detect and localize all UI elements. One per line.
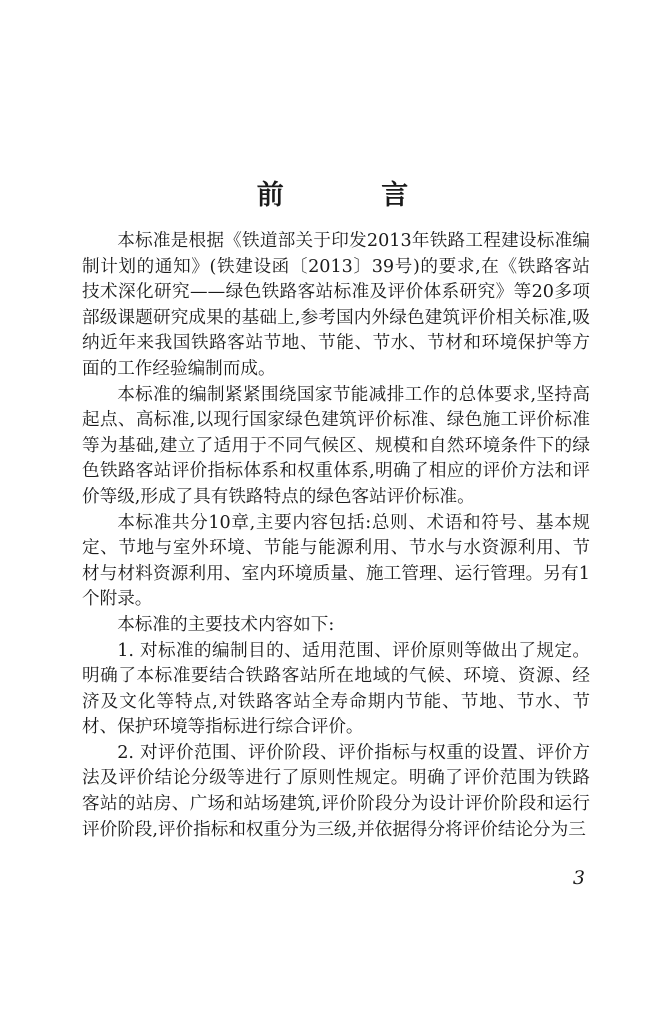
body-text: [82, 229, 590, 843]
paragraph: 本标准的主要技术内容如下:: [117, 614, 335, 635]
paragraph: 本标准的编制紧紧围绕国家节能减排工作的总体要求,坚持高起点、高标准,以现行国家绿色建筑评价标准、绿色施工评价标准等为基础,建立了适用于不同气候区、规模和自然环境条件下的绿色铁路客站评价指标体系和权重体系,明确了相应的评价方法和评价等级,形成了具有铁路特点的绿色客站评价标准。: [82, 384, 590, 507]
paragraph: 本标准共分10章,主要内容包括:总则、术语和符号、基本规定、节地与室外环境、节能与能源利用、节水与水资源利用、节材与材料资源利用、室内环境质量、施工管理、运行管理。另有1个附录。: [82, 512, 590, 610]
paragraph: 1. 对标准的编制目的、适用范围、评价原则等做出了规定。明确了本标准要结合铁路客站所在地域的气候、环境、资源、经济及文化等特点,对铁路客站全寿命期内节能、节地、节水、节材、保护环境等指标进行综合评价。: [82, 640, 590, 738]
paragraph: 2. 对评价范围、评价阶段、评价指标与权重的设置、评价方法及评价结论分级等进行了原则性规定。明确了评价范围为铁路客站的站房、广场和站场建筑,评价阶段分为设计评价阶段和运行评价阶段,评价指标和权重分为三级,并依据得分将评价结论分为三: [82, 742, 590, 840]
page-number: 3: [572, 867, 585, 889]
page-title: 前 言: [256, 180, 453, 211]
paragraph: 本标准是根据《铁道部关于印发2013年铁路工程建设标准编制计划的通知》(铁建设函〔2013〕39号)的要求,在《铁路客站技术深化研究——绿色铁路客站标准及评价体系研究》等20多项部级课题研究成果的基础上,参考国内外绿色建筑评价相关标准,吸纳近年来我国铁路客站节地、节能、节水、节材和环境保护等方面的工作经验编制而成。: [82, 231, 590, 379]
